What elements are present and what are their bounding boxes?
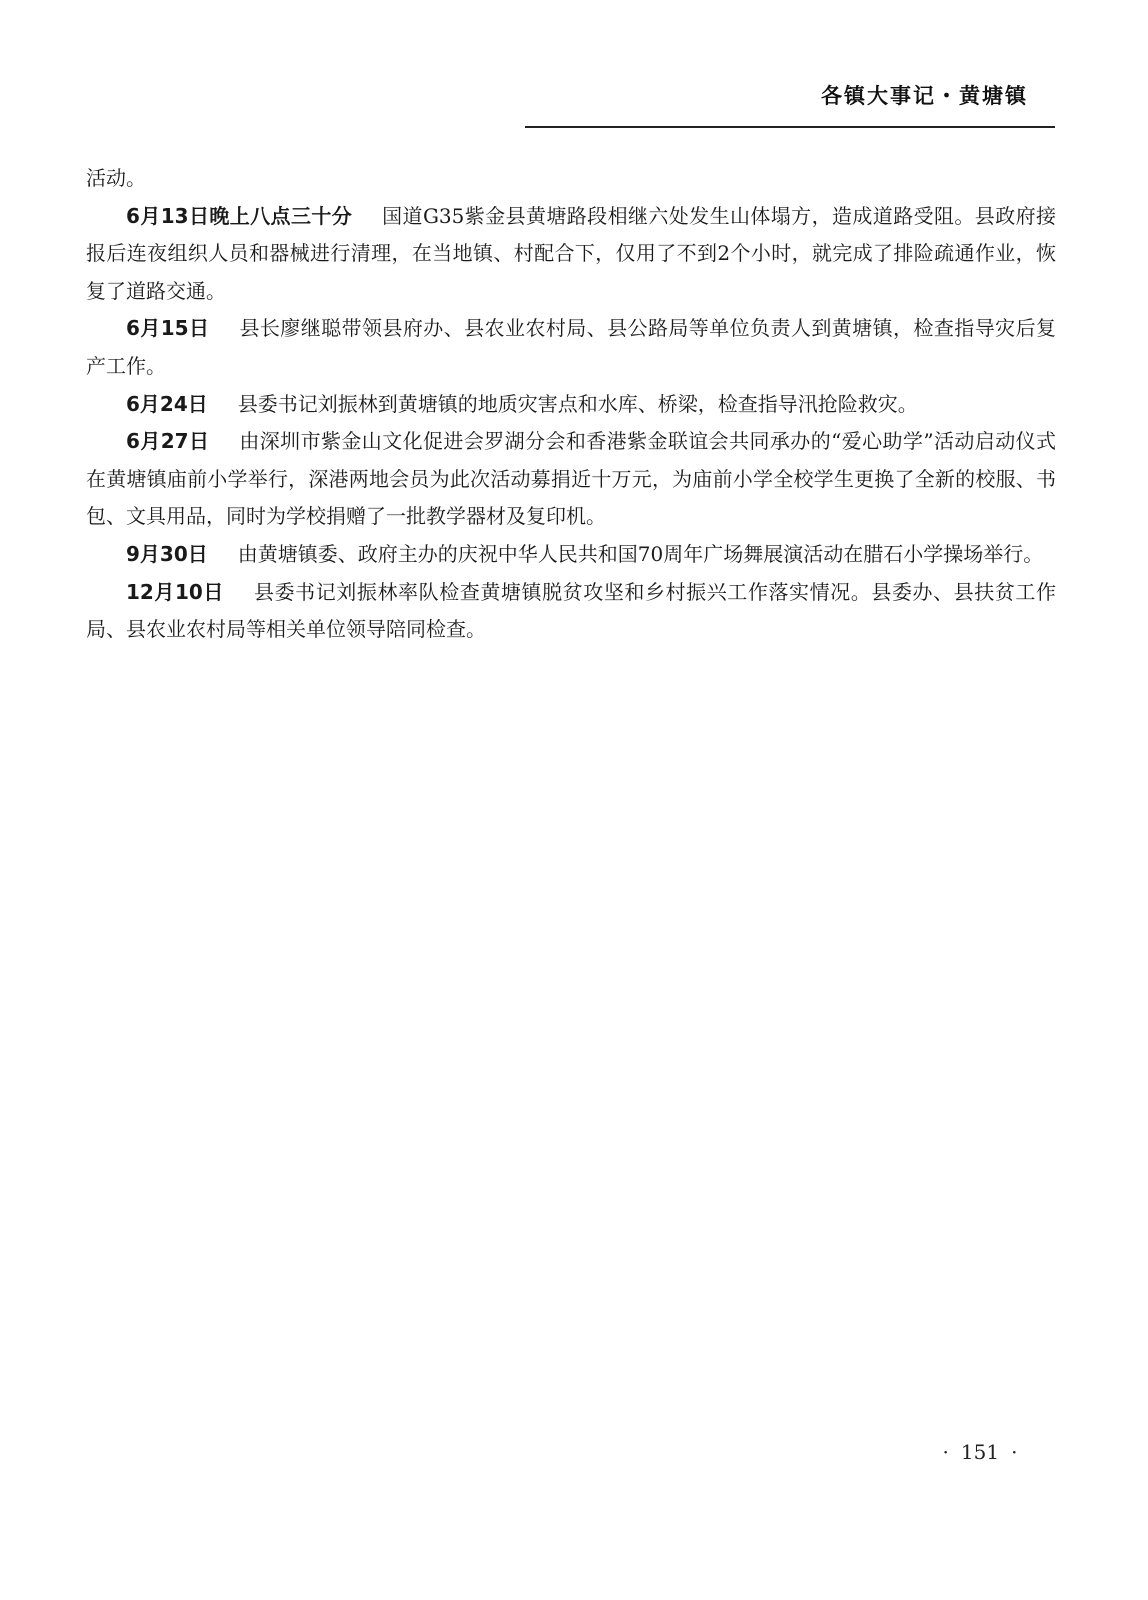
entry-paragraph — [86, 536, 1056, 574]
entry-text: 县委书记刘振林率队检查黄塘镇脱贫攻坚和乡村振兴工作落实情况。县委办、县扶贫工作局、县农业农村局等相关单位领导陪同检查。 — [86, 579, 1056, 642]
page-number-bullet-left: · — [942, 1440, 949, 1464]
page-number — [920, 1440, 1040, 1464]
entry-date: 6月13日晚上八点三十分 — [126, 203, 353, 228]
entry-paragraph — [86, 423, 1056, 536]
entry-date: 12月10日 — [126, 579, 224, 604]
entry-text: 县委书记刘振林到黄塘镇的地质灾害点和水库、桥梁，检查指导汛抢险救灾。 — [237, 391, 918, 416]
page-number-bullet-right: · — [1011, 1440, 1018, 1464]
entry-date: 9月30日 — [126, 541, 208, 566]
entry-paragraph — [86, 386, 1056, 424]
header-rule — [525, 126, 1055, 128]
entry-date: 6月15日 — [126, 316, 210, 341]
entry-text: 由深圳市紫金山文化促进会罗湖分会和香港紫金联谊会共同承办的“爱心助学”活动启动仪式在黄塘镇庙前小学举行，深港两地会员为此次活动募捐近十万元，为庙前小学全校学生更换了全新的校服、书包、文具用品，同时为学校捐赠了一批教学器材及复印机。 — [86, 429, 1057, 529]
entry-paragraph — [86, 310, 1056, 385]
entry-date: 6月27日 — [126, 429, 210, 454]
entry-paragraph — [86, 574, 1056, 649]
running-header-title: 各镇大事记・黄塘镇 — [821, 84, 1028, 108]
entry-paragraph — [86, 198, 1056, 311]
body-content — [86, 160, 1056, 649]
entry-date: 6月24日 — [126, 391, 208, 416]
intro-paragraph: 活动。 — [86, 166, 146, 190]
entry-text: 由黄塘镇委、政府主办的庆祝中华人民共和国70周年广场舞展演活动在腊石小学操场举行。 — [237, 541, 1044, 566]
entry-text: 县长廖继聪带领县府办、县农业农村局、县公路局等单位负责人到黄塘镇，检查指导灾后复产工作。 — [86, 316, 1057, 378]
page-number-value: 151 — [960, 1440, 1000, 1464]
entry-text: 国道G35紫金县黄塘路段相继六处发生山体塌方，造成道路受阻。县政府接报后连夜组织人员和器械进行清理，在当地镇、村配合下，仅用了不到2个小时，就完成了排险疏通作业，恢复了道路交通。 — [86, 203, 1056, 303]
